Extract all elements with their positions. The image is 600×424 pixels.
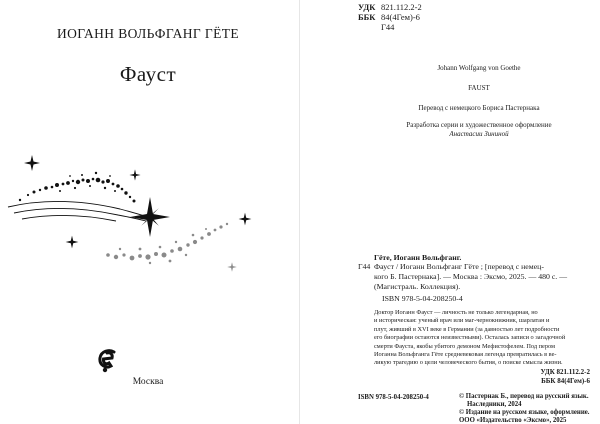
catalog-description — [374, 262, 598, 292]
udk-bottom: УДК 821.112.2-2 — [540, 368, 590, 376]
catalog-author: Гёте, Иоганн Вольфганг. — [374, 253, 462, 262]
eksmo-logo-icon — [98, 348, 118, 374]
design-credit: Разработка серии и художественное оформление — [406, 121, 552, 129]
abstract-line: плут, живший в XVI веке в Германии (за давностью лет подробности — [374, 325, 560, 333]
catalog-description-line: (Магистраль. Коллекция). — [374, 282, 461, 291]
copyright-line: Наследники, 2024 — [467, 401, 522, 408]
bbk-value: 84(4Гем)-6 — [381, 12, 420, 22]
left-page — [0, 0, 296, 424]
abstract-line: ликую трагедию о цели человеческого бытия, о поиске смысла жизни. — [374, 359, 563, 367]
author-mark: Г44 — [381, 22, 395, 32]
abstract-line: Иоганна Вольфганга Гёте средневековая легенда превратилась в ве- — [374, 351, 557, 359]
book-abstract — [374, 309, 598, 368]
abstract-line: смерти Фауста, якобы убитого демоном Мефистофелем. Под пером — [374, 342, 556, 350]
book-gutter — [299, 0, 300, 424]
catalog-author-mark: Г44 — [358, 262, 371, 271]
publisher-city: Москва — [132, 377, 164, 387]
original-author: Johann Wolfgang von Goethe — [437, 64, 521, 72]
designer-name: Анастасии Зининой — [449, 130, 509, 138]
abstract-line: его биографии остаются неизвестными). Осталась записи о загадочной — [374, 334, 566, 342]
copyright-line: ООО «Издательство «Эксмо», 2025 — [459, 417, 567, 424]
abstract-line: и историческая: ученый врач или маг-чернокнижник, шарлатан и — [374, 317, 550, 325]
book-title: Фауст — [119, 62, 177, 86]
bbk-bottom: ББК 84(4Гем)-6 — [541, 377, 590, 385]
book-author: ИОГАНН ВОЛЬФГАНГ ГЁТЕ — [56, 26, 240, 41]
isbn: ISBN 978-5-04-208250-4 — [382, 294, 463, 303]
starry-comet-illustration — [0, 145, 296, 275]
right-page — [304, 0, 600, 424]
catalog-description-line: Фауст / Иоганн Вольфганг Гёте ; [перевод с немец- — [374, 262, 544, 271]
udk-label: УДК — [358, 2, 376, 12]
original-title: FAUST — [468, 84, 490, 92]
copyright-line: © Издание на русском языке, оформление. — [459, 409, 590, 416]
abstract-line: Доктор Иоганн Фауст — личность не только легендарная, но — [374, 309, 538, 316]
copyright-line: © Пастернак Б., перевод на русский язык. — [459, 393, 589, 400]
bbk-label: ББК — [358, 12, 376, 22]
udk-value: 821.112.2-2 — [381, 2, 422, 12]
isbn-bottom: ISBN 978-5-04-208250-4 — [358, 394, 429, 401]
catalog-description-line: кого Б. Пастернака]. — Москва : Эксмо, 2025. — 480 с. — — [374, 272, 567, 281]
translation-credit: Перевод с немецкого Бориса Пастернака — [418, 104, 540, 112]
